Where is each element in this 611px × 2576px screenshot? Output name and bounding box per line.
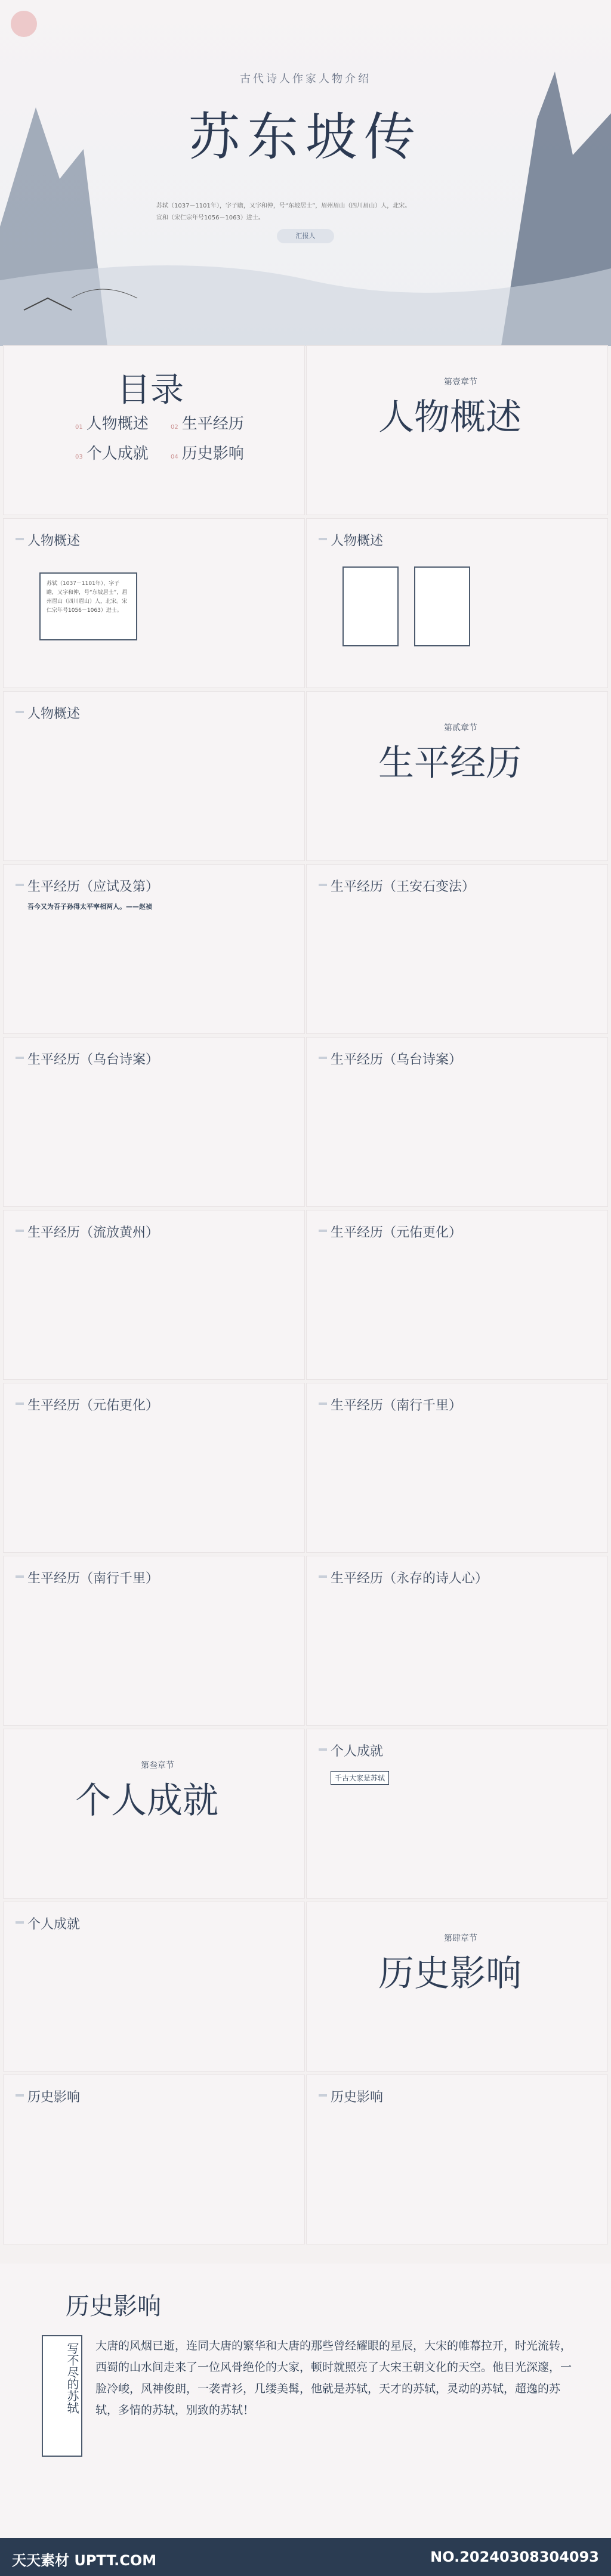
overview-frame-a <box>342 566 399 646</box>
slide-influence-2 <box>307 2075 607 2244</box>
slide-title: 生平经历（王安石变法） <box>331 877 475 895</box>
final-text: 大唐的风烟已逝，连同大唐的繁华和大唐的那些曾经耀眼的星辰，大宋的帷幕拉开，时光流转，西蜀的山水间走来了一位风骨绝伦的大家，顿时就照亮了大宋王朝文化的天空。他目光深邃，一脸冷峻，风神俊朗，一袭青衫，几缕美髯，他就是苏轼，天才的苏轼，灵动的苏轼，超逸的苏轼，多情的苏轼，别致的苏轼！ <box>95 2339 572 2417</box>
part-title: 人物概述 <box>378 397 521 438</box>
slide-title: 生平经历（南行千里） <box>331 1395 462 1414</box>
slide-title: 生平经历（乌台诗案） <box>27 1049 159 1068</box>
overview-frame-b <box>414 566 470 646</box>
slide-title: 历史影响 <box>27 2087 80 2106</box>
slide-achievement-1 <box>307 1729 607 1898</box>
slide-title: 生平经历（应试及第） <box>27 877 159 895</box>
cover-title: 苏东坡传 <box>189 107 422 167</box>
slide-achievement-2 <box>4 1902 304 2071</box>
slide-part-2 <box>307 692 607 860</box>
part-title: 生平经历 <box>378 742 521 784</box>
slide-title: 历史影响 <box>331 2087 383 2106</box>
slide-wutai-2 <box>307 1038 607 1206</box>
slide-title: 生平经历（南行千里） <box>27 1568 159 1587</box>
slide-title: 生平经历（元佑更化） <box>27 1395 159 1414</box>
part-label: 第壹章节 <box>444 377 477 387</box>
slide-part-4 <box>307 1902 607 2071</box>
slide-south-2 <box>4 1556 304 1725</box>
part-title: 历史影响 <box>378 1953 521 1995</box>
slide-poet-heart <box>307 1556 607 1725</box>
final-slide <box>0 2264 611 2538</box>
footer-brand: 天天素材 UPTT.COM <box>12 2552 157 2569</box>
slide-part-1 <box>307 346 607 515</box>
toc-item-2[interactable]: 02 生平经历 <box>171 415 244 433</box>
final-title: 历史影响 <box>66 2293 161 2320</box>
slide-overview-3 <box>4 692 304 860</box>
slide-title: 生平经历（流放黄州） <box>27 1222 159 1241</box>
toc-title: 目录 <box>117 371 184 410</box>
slide-title: 生平经历（乌台诗案） <box>331 1049 462 1068</box>
slide-reform <box>307 865 607 1033</box>
overview-text: 苏轼（1037－1101年），字子瞻，又字和仲，号“东坡居士”，眉州眉山（四川眉山）人，北宋。宋仁宗年号1056－1063）进士。 <box>47 581 128 614</box>
vertical-box <box>42 2335 82 2457</box>
presenter-button[interactable]: 汇报人 <box>277 229 334 243</box>
slide-title: 人物概述 <box>27 704 80 722</box>
quote-text: 吾今又为吾子孙得太平宰相两人。——赵祯 <box>27 903 152 911</box>
cover-landscape <box>0 0 611 346</box>
cover-desc-2: 宣和（宋仁宗年号1056－1063）进士。 <box>156 215 264 221</box>
slide-overview-2 <box>307 519 607 688</box>
slide-title: 人物概述 <box>331 531 383 549</box>
toc-item-1[interactable]: 01 人物概述 <box>75 415 149 433</box>
slide-part-3 <box>4 1729 304 1898</box>
slide-south-1 <box>307 1383 607 1552</box>
footer-number: NO.20240308304093 <box>430 2549 599 2565</box>
part-label: 第叁章节 <box>141 1761 174 1770</box>
slide-toc <box>4 346 304 515</box>
slide-title: 生平经历（元佑更化） <box>331 1222 462 1241</box>
toc-item-3[interactable]: 03 个人成就 <box>75 445 149 463</box>
slide-huangzhou <box>4 1210 304 1379</box>
slide-title: 生平经历（永存的诗人心） <box>331 1568 488 1587</box>
slide-wutai-1 <box>4 1038 304 1206</box>
part-title: 个人成就 <box>75 1780 218 1822</box>
slide-title: 个人成就 <box>27 1914 80 1933</box>
cover-subtitle: 古代诗人作家人物介绍 <box>240 73 371 85</box>
vertical-title: 写不尽的苏轼 <box>65 2342 79 2414</box>
slide-title: 个人成就 <box>331 1741 383 1760</box>
part-label: 第贰章节 <box>444 723 477 733</box>
cover-desc: 苏轼（1037－1101年），字子瞻，又字和仲，号“东坡居士”，眉州眉山（四川眉山）人，北宋。 <box>156 203 411 209</box>
part-label: 第肆章节 <box>444 1934 477 1943</box>
overview-frame <box>39 572 137 640</box>
slide-yuanyou-2 <box>4 1383 304 1552</box>
slide-exam <box>4 865 304 1033</box>
slide-yuanyou-1 <box>307 1210 607 1379</box>
badge: 千古大家是苏轼 <box>331 1771 389 1785</box>
toc-item-4[interactable]: 04 历史影响 <box>171 445 244 463</box>
cover-slide <box>0 0 611 346</box>
slide-title: 人物概述 <box>27 531 80 549</box>
slide-overview-1 <box>4 519 304 688</box>
slide-influence-1 <box>4 2075 304 2244</box>
footer <box>0 2538 611 2576</box>
